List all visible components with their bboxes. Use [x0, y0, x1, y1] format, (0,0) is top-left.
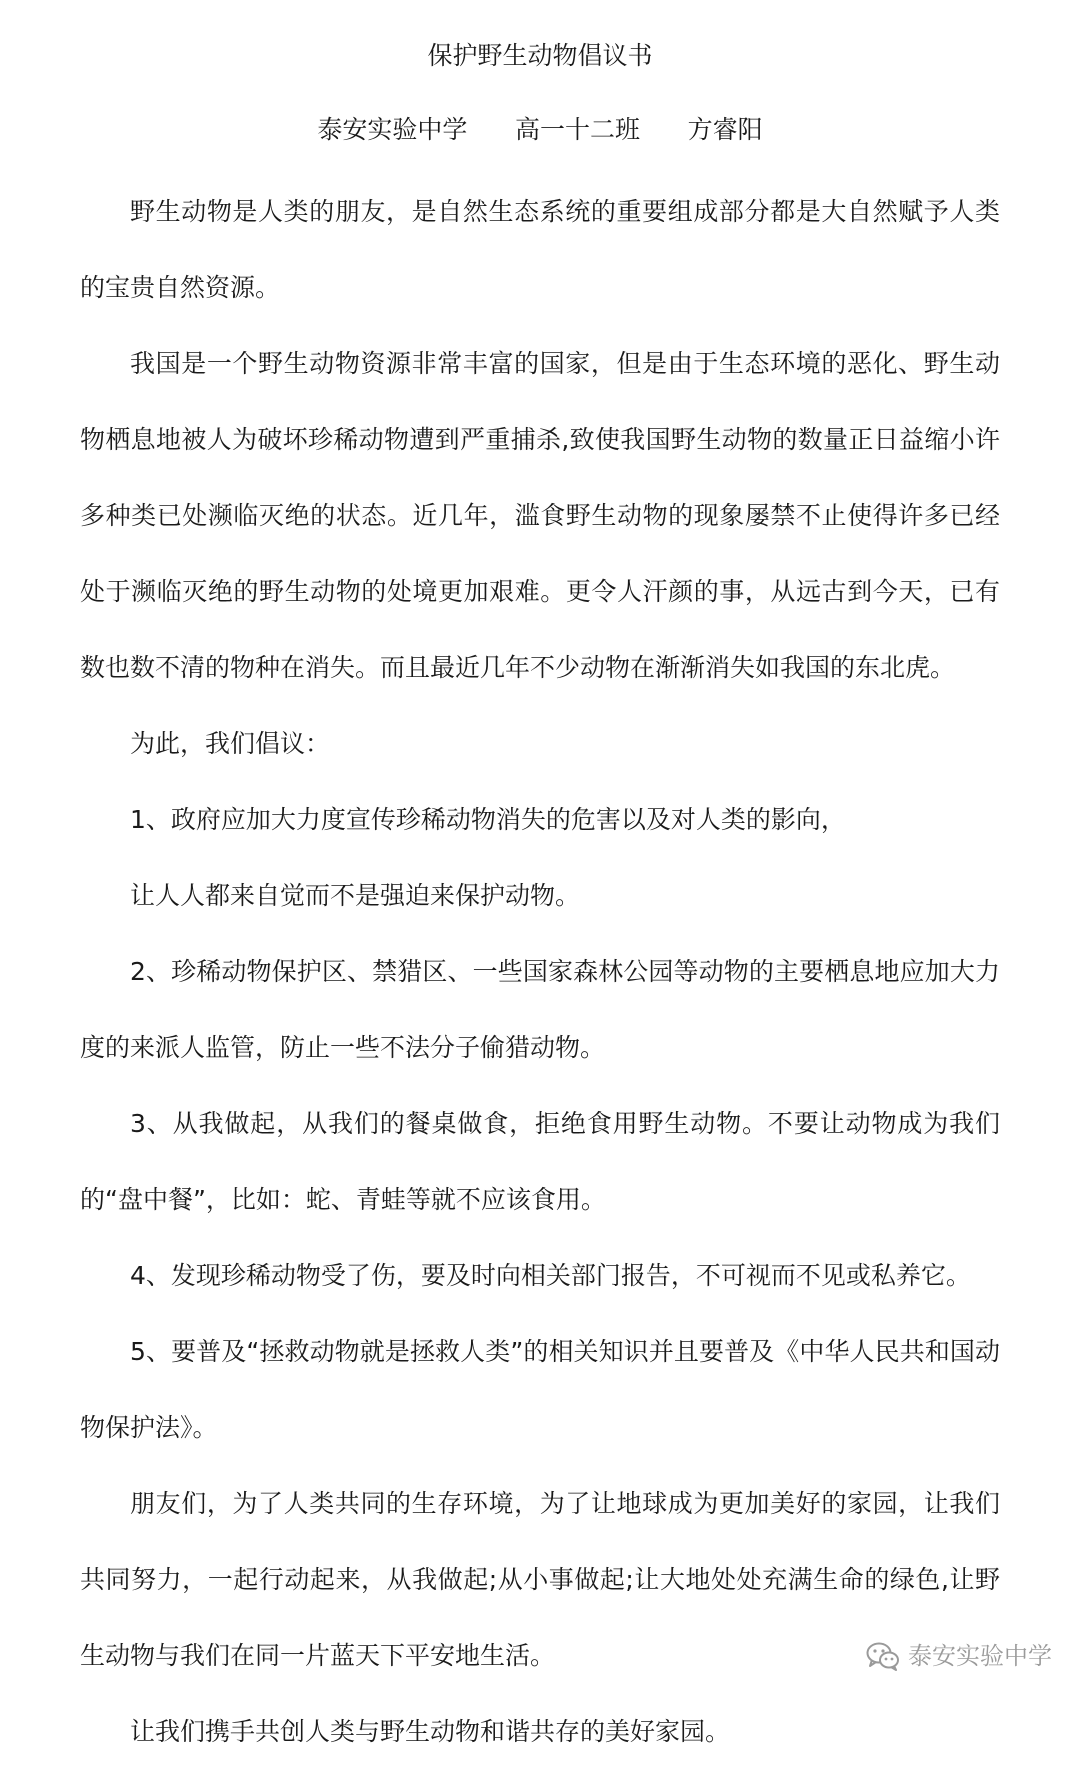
proposal-item-3: 3、从我做起，从我们的餐桌做食，拒绝食用野生动物。不要让动物成为我们的“盘中餐”，比如：蛇、青蛙等就不应该食用。 [80, 1109, 1000, 1214]
proposal-item-5: 5、要普及“拯救动物就是拯救人类”的相关知识并且要普及《中华人民共和国动物保护法》。 [80, 1337, 1000, 1442]
proposal-item-2: 2、珍稀动物保护区、禁猎区、一些国家森林公园等动物的主要栖息地应加大力度的来派人监管，防止一些不法分子偷猎动物。 [80, 957, 1000, 1062]
document-title: 保护野生动物倡议书 [427, 41, 653, 70]
proposal-item-4: 4、发现珍稀动物受了伤，要及时向相关部门报告，不可视而不见或私养它。 [130, 1261, 971, 1290]
wechat-icon [866, 1641, 900, 1671]
paragraph-closing: 让我们携手共创人类与野生动物和谐共存的美好家园。 [130, 1717, 731, 1746]
proposal-item-1: 1、政府应加大力度宣传珍稀动物消失的危害以及对人类的影向， [130, 805, 846, 834]
paragraph-situation: 我国是一个野生动物资源非常丰富的国家，但是由于生态环境的恶化、野生动物栖息地被人为破坏珍稀动物遭到严重捕杀,致使我国野生动物的数量正日益缩小许多种类已处濒临灭绝的状态。近几年，滥食野生动物的现象屡禁不止使得许多已经处于濒临灭绝的野生动物的处境更加艰难。更令人汗颜的事，从远古到今天，已有数也数不清的物种在消失。而且最近几年不少动物在渐渐消失如我国的东北虎。 [80, 349, 1000, 682]
paragraph-intro: 野生动物是人类的朋友，是自然生态系统的重要组成部分都是大自然赋予人类的宝贵自然资源。 [80, 197, 1000, 302]
document-byline: 泰安实验中学 高一十二班 方睿阳 [317, 115, 763, 144]
watermark-text: 泰安实验中学 [908, 1642, 1052, 1670]
paragraph-proposal-lead: 为此，我们倡议： [130, 729, 331, 758]
proposal-item-1-continued: 让人人都来自觉而不是强迫来保护动物。 [130, 881, 581, 910]
paragraph-call-to-action: 朋友们，为了人类共同的生存环境，为了让地球成为更加美好的家园，让我们共同努力，一起行动起来，从我做起;从小事做起;让大地处处充满生命的绿色,让野生动物与我们在同一片蓝天下平安地生活。 [80, 1489, 1000, 1670]
watermark [866, 1640, 1052, 1672]
